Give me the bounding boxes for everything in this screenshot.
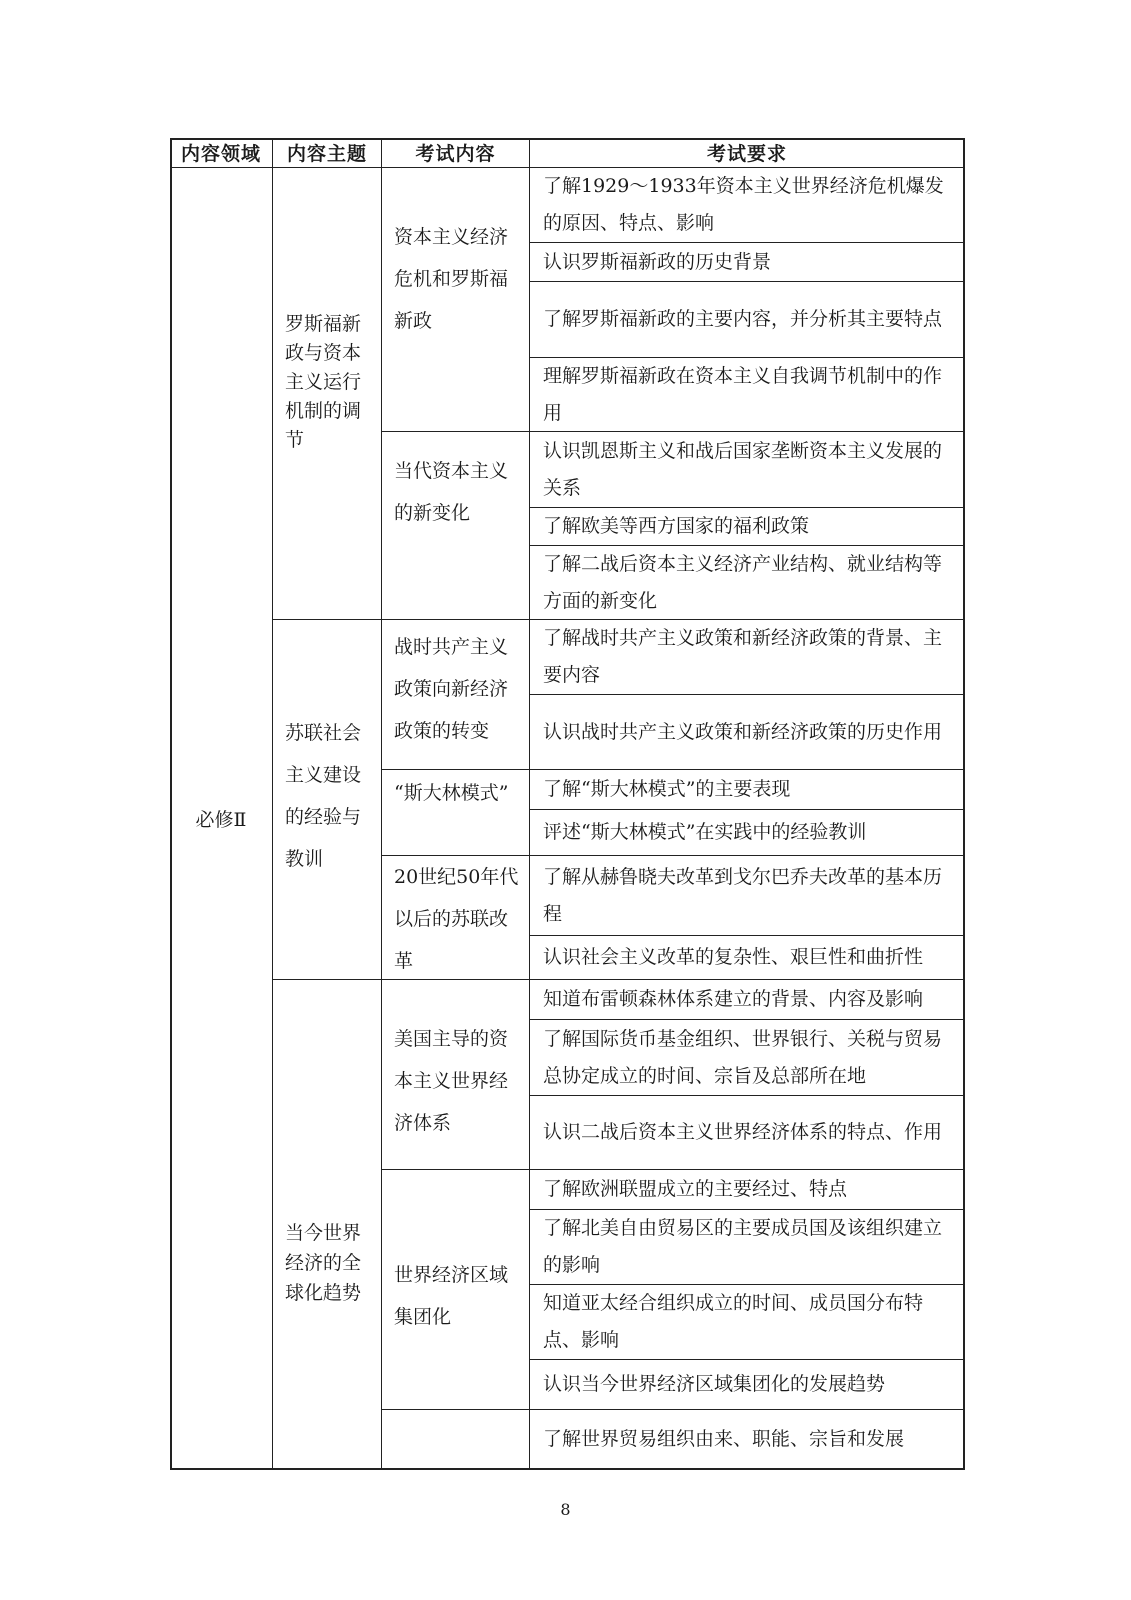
requirement-cell <box>530 282 965 358</box>
requirement-text: 了解二战后资本主义经济产业结构、就业结构等方面的新变化 <box>543 552 943 612</box>
content-cell <box>382 432 530 620</box>
requirement-cell <box>530 1210 965 1285</box>
requirement-text: 认识战时共产主义政策和新经济政策的历史作用 <box>543 720 943 743</box>
requirement-cell <box>530 432 965 508</box>
content-label: 战时共产主义政策向新经济政策的转变 <box>394 636 509 742</box>
requirement-cell <box>530 508 965 546</box>
requirement-cell <box>530 1096 965 1170</box>
header-content: 考试内容 <box>382 138 530 168</box>
area-cell <box>170 168 273 1470</box>
requirement-text: 认识凯恩斯主义和战后国家垄断资本主义发展的关系 <box>543 439 943 499</box>
theme-cell-3 <box>273 980 382 1470</box>
content-cell <box>382 168 530 432</box>
theme-cell-1 <box>273 168 382 620</box>
content-label: 20世纪50年代以后的苏联改革 <box>394 866 519 972</box>
requirement-text: 了解战时共产主义政策和新经济政策的背景、主要内容 <box>543 627 943 686</box>
requirement-text: 认识罗斯福新政的历史背景 <box>543 250 772 273</box>
requirement-cell <box>530 1410 965 1470</box>
content-label: 当代资本主义的新变化 <box>394 460 509 524</box>
requirement-cell <box>530 243 965 282</box>
page-number: 8 <box>560 1500 571 1519</box>
theme-label: 罗斯福新政与资本主义运行机制的调节 <box>285 313 362 451</box>
requirement-cell <box>530 620 965 695</box>
content-cell <box>382 620 530 770</box>
requirement-text: 了解欧美等西方国家的福利政策 <box>543 515 810 537</box>
requirement-text: 认识社会主义改革的复杂性、艰巨性和曲折性 <box>543 946 924 968</box>
area-label: 必修Ⅱ <box>195 809 247 831</box>
header-requirement: 考试要求 <box>530 138 965 168</box>
requirement-cell <box>530 1170 965 1210</box>
requirement-cell <box>530 546 965 620</box>
requirement-cell <box>530 980 965 1020</box>
requirement-text: 认识当今世界经济区域集团化的发展趋势 <box>543 1373 886 1395</box>
requirement-cell <box>530 1285 965 1360</box>
requirement-cell <box>530 695 965 770</box>
content-cell <box>382 770 530 856</box>
content-cell <box>382 1410 530 1470</box>
requirement-text: 了解世界贸易组织由来、职能、宗旨和发展 <box>543 1428 905 1450</box>
requirement-text: 知道亚太经合组织成立的时间、成员国分布特点、影响 <box>543 1292 924 1351</box>
requirement-cell <box>530 936 965 980</box>
content-label: “斯大林模式” <box>394 782 509 804</box>
requirement-text: 评述“斯大林模式”在实践中的经验教训 <box>543 821 867 843</box>
content-cell <box>382 980 530 1170</box>
requirement-text: 知道布雷顿森林体系建立的背景、内容及影响 <box>543 988 924 1010</box>
requirement-cell <box>530 770 965 810</box>
requirement-text: 了解1929～1933年资本主义世界经济危机爆发的原因、特点、影响 <box>543 175 944 234</box>
requirement-text: 理解罗斯福新政在资本主义自我调节机制中的作用 <box>543 364 943 424</box>
content-cell <box>382 856 530 980</box>
content-cell <box>382 1170 530 1410</box>
content-label: 美国主导的资本主义世界经济体系 <box>394 1028 509 1134</box>
content-label: 世界经济区域集团化 <box>394 1264 509 1328</box>
header-theme: 内容主题 <box>273 138 382 168</box>
requirement-text: 了解从赫鲁晓夫改革到戈尔巴乔夫改革的基本历程 <box>543 865 943 925</box>
requirement-cell <box>530 1360 965 1410</box>
requirement-cell <box>530 1020 965 1096</box>
requirement-text: 了解“斯大林模式”的主要表现 <box>543 778 791 800</box>
requirement-cell <box>530 168 965 243</box>
requirement-text: 认识二战后资本主义世界经济体系的特点、作用 <box>543 1121 943 1143</box>
header-area: 内容领域 <box>170 138 273 168</box>
theme-label: 苏联社会主义建设的经验与教训 <box>285 722 362 870</box>
requirement-cell <box>530 810 965 856</box>
requirement-text: 了解北美自由贸易区的主要成员国及该组织建立的影响 <box>543 1217 943 1276</box>
requirement-text: 了解国际货币基金组织、世界银行、关税与贸易总协定成立的时间、宗旨及总部所在地 <box>543 1027 943 1087</box>
requirement-cell <box>530 856 965 936</box>
requirement-text: 了解罗斯福新政的主要内容，并分析其主要特点 <box>543 308 943 330</box>
requirement-text: 了解欧洲联盟成立的主要经过、特点 <box>543 1178 848 1200</box>
theme-label: 当今世界经济的全球化趋势 <box>285 1222 362 1304</box>
requirement-cell <box>530 358 965 432</box>
theme-cell-2 <box>273 620 382 980</box>
content-label: 资本主义经济危机和罗斯福新政 <box>394 226 509 332</box>
